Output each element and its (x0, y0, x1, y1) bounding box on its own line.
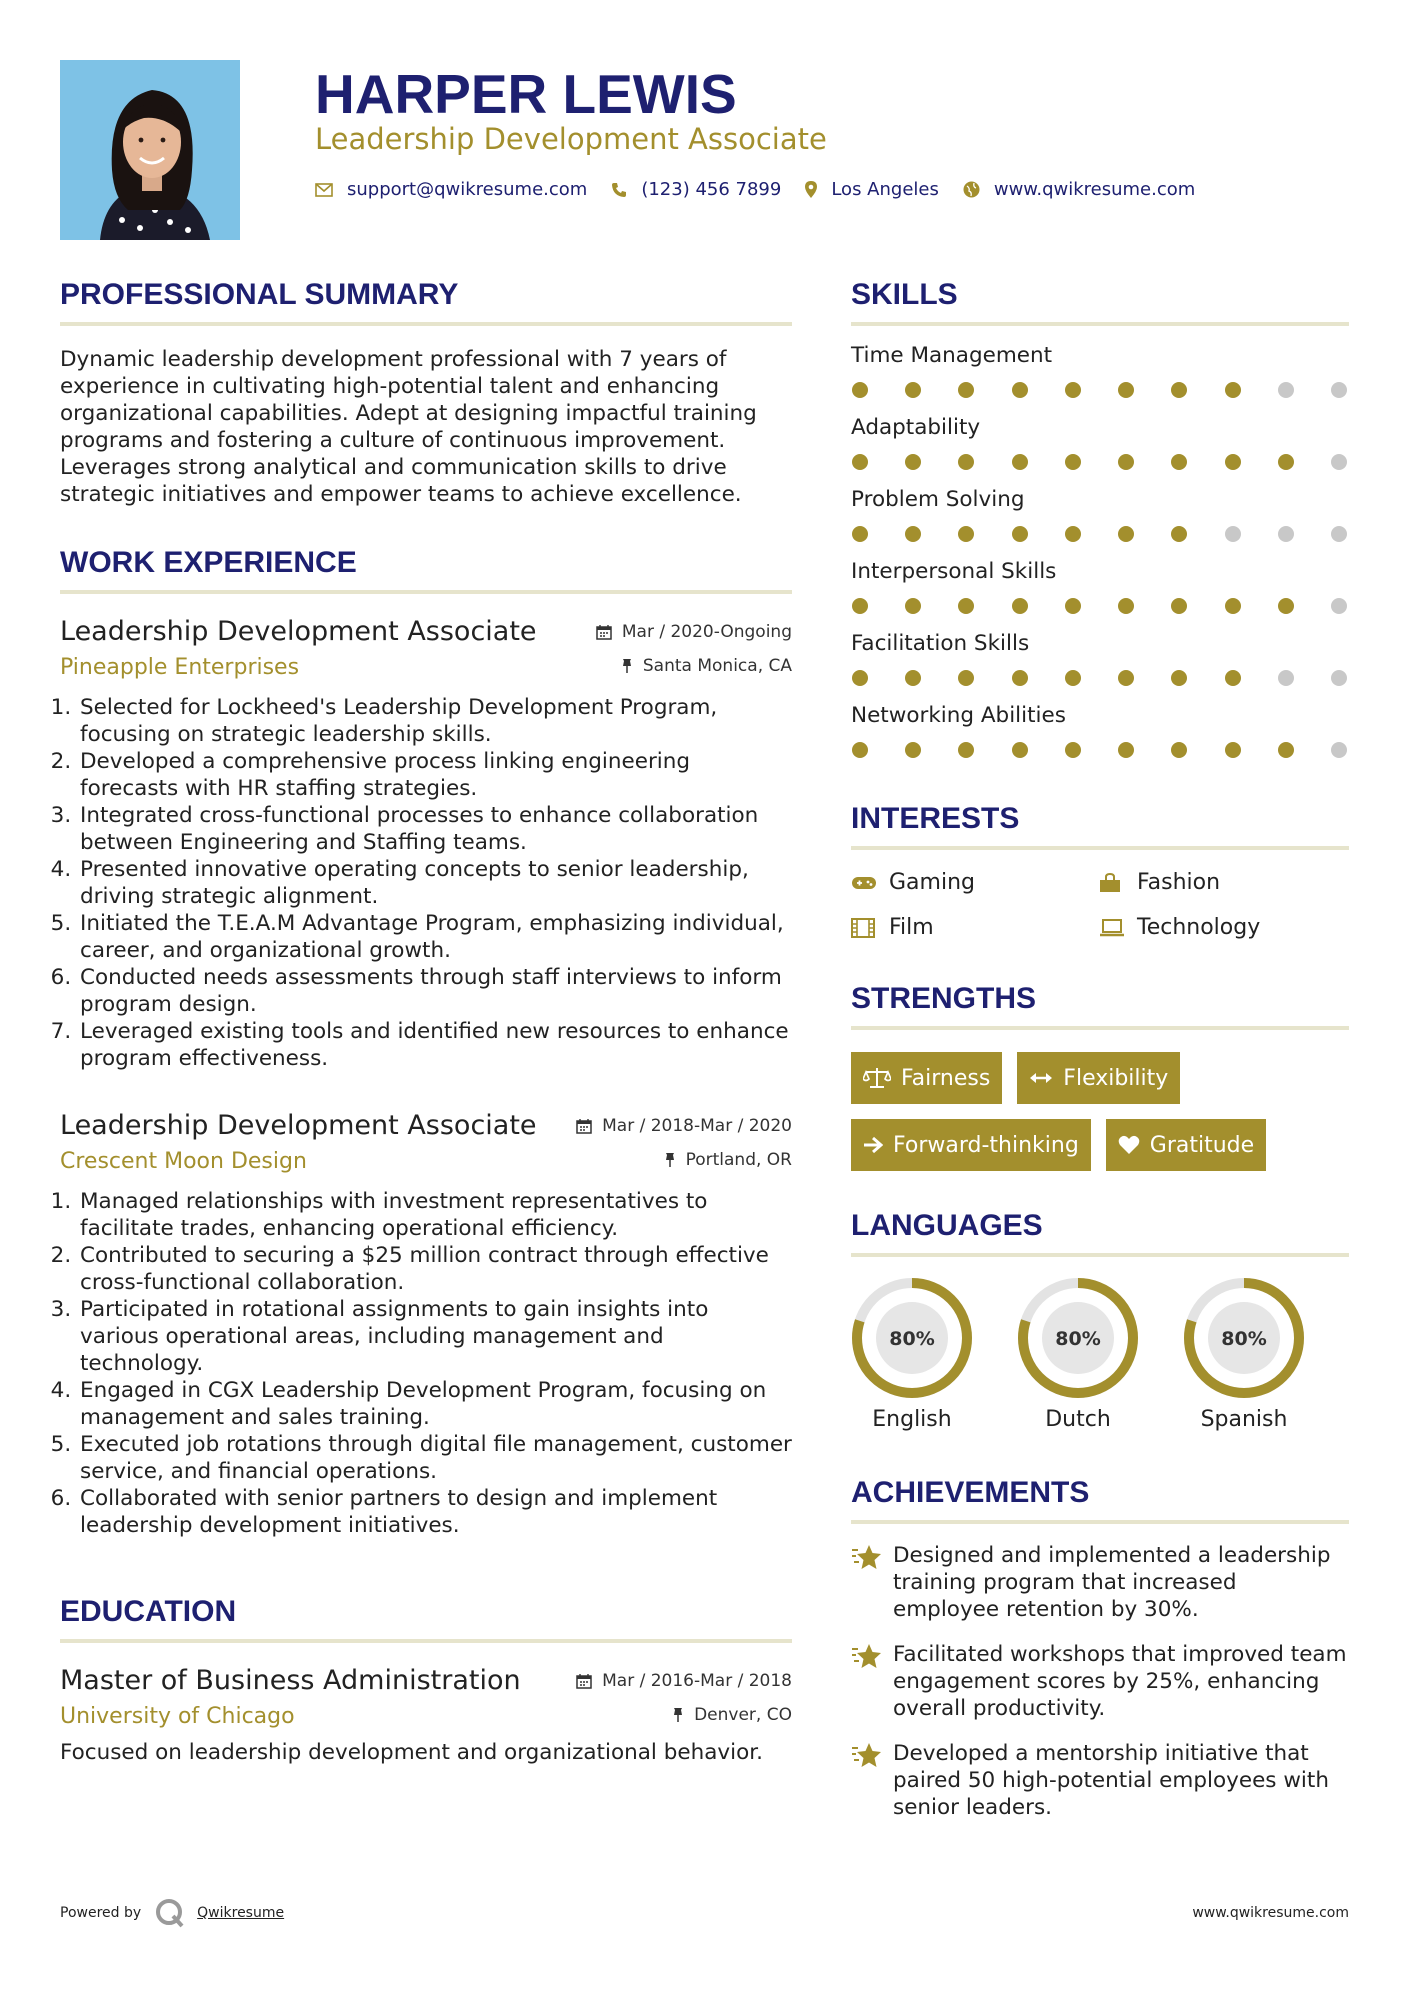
rating-dot-filled (905, 526, 921, 542)
qwikresume-logo-icon (155, 1898, 185, 1928)
footer-website[interactable]: www.qwikresume.com (1192, 1905, 1349, 1921)
education-entry (60, 1665, 792, 1766)
skills-heading: SKILLS (851, 278, 1349, 326)
strengths-heading: STRENGTHS (851, 982, 1349, 1030)
job-entry-2 (60, 1110, 792, 1539)
rating-dot-empty (1331, 382, 1347, 398)
languages-heading: LANGUAGES (851, 1209, 1349, 1257)
arrow-right-icon (863, 1136, 883, 1154)
calendar-icon (576, 1118, 592, 1134)
email-text: support@qwikresume.com (347, 179, 588, 200)
rating-dot-filled (905, 670, 921, 686)
language-name: Spanish (1200, 1407, 1288, 1432)
job-title: Leadership Development Associate (60, 1110, 537, 1141)
rating-dot-filled (852, 670, 868, 686)
candidate-name: HARPER LEWIS (315, 63, 737, 125)
skill-item (851, 343, 1349, 398)
calendar-icon (576, 1673, 592, 1689)
skill-name: Adaptability (851, 415, 981, 440)
language-percent: 80% (1055, 1328, 1101, 1350)
skill-rating (851, 598, 1349, 614)
job-date: Mar / 2020-Ongoing (596, 622, 792, 642)
interest-item: Gaming (851, 870, 1099, 895)
website-text: www.qwikresume.com (993, 179, 1196, 200)
globe-icon (963, 181, 980, 198)
rating-dot-filled (905, 382, 921, 398)
job-title: Leadership Development Associate (60, 616, 537, 647)
heart-icon (1118, 1135, 1140, 1155)
skill-item (851, 559, 1349, 614)
rating-dot-filled (1065, 742, 1081, 758)
rating-dot-empty (1331, 598, 1347, 614)
rating-dot-filled (1171, 598, 1187, 614)
rating-dot-empty (1331, 526, 1347, 542)
contact-location (805, 179, 939, 200)
list-item: 6. Collaborated with senior partners to design and implement leadership development initiatives. (78, 1485, 792, 1539)
work-heading: WORK EXPERIENCE (60, 546, 792, 594)
rating-dot-filled (1171, 670, 1187, 686)
rating-dot-filled (1012, 454, 1028, 470)
rating-dot-filled (1065, 598, 1081, 614)
list-item: 7. Leveraged existing tools and identified new resources to enhance program effectiveness. (78, 1018, 792, 1072)
language-name: English (872, 1407, 952, 1432)
rating-dot-filled (958, 670, 974, 686)
rating-dot-filled (852, 598, 868, 614)
rating-dot-filled (1065, 670, 1081, 686)
rating-dot-filled (852, 382, 868, 398)
list-item: 1. Managed relationships with investment representatives to facilitate trades, enhancing operational efficiency. (78, 1188, 792, 1242)
list-item: 5. Initiated the T.E.A.M Advantage Program, emphasizing individual, career, and organizational growth. (78, 910, 792, 964)
interests-heading: INTERESTS (851, 802, 1349, 850)
skill-name: Facilitation Skills (851, 631, 1030, 656)
contact-bar (315, 179, 1219, 200)
summary-text: Dynamic leadership development professional with 7 years of experience in cultivating high-potential talent and enhancing organizational capabilities. Adept at designing impactful training programs and fostering a culture of continuous improvement. Leverages strong analytical and communication skills to drive strategic initiatives and empower teams to achieve excellence. (60, 347, 757, 507)
rating-dot-filled (905, 742, 921, 758)
skill-rating (851, 670, 1349, 686)
rating-dot-filled (852, 454, 868, 470)
rating-dot-filled (1278, 454, 1294, 470)
interest-item: Technology (1099, 915, 1339, 940)
envelope-icon (315, 183, 333, 197)
job-date: Mar / 2018-Mar / 2020 (576, 1116, 792, 1136)
pushpin-icon (664, 1152, 676, 1168)
rating-dot-empty (1331, 670, 1347, 686)
rating-dot-empty (1278, 670, 1294, 686)
interests-grid (851, 870, 1349, 940)
list-item: 6. Conducted needs assessments through staff interviews to inform program design. (78, 964, 792, 1018)
strength-tag: Fairness (851, 1052, 1002, 1104)
powered-by-text: Powered by (60, 1905, 142, 1921)
phone-text: (123) 456 7899 (641, 179, 782, 200)
skill-name: Problem Solving (851, 487, 1025, 512)
shopping-bag-icon (1099, 873, 1127, 893)
achievement-item: Facilitated workshops that improved team engagement scores by 25%, enhancing overall productivity. (851, 1641, 1349, 1722)
rating-dot-empty (1225, 526, 1241, 542)
rating-dot-filled (1012, 526, 1028, 542)
rating-dot-filled (958, 598, 974, 614)
rating-dot-filled (1118, 454, 1134, 470)
rating-dot-filled (1171, 382, 1187, 398)
achievements-heading: ACHIEVEMENTS (851, 1476, 1349, 1524)
strengths-tags (851, 1052, 1349, 1171)
pushpin-icon (672, 1707, 684, 1723)
rating-dot-filled (1278, 742, 1294, 758)
skills-list (851, 343, 1349, 758)
job-bullets (60, 1188, 792, 1539)
gamepad-icon (851, 875, 879, 891)
skill-rating (851, 742, 1349, 758)
rating-dot-filled (1171, 526, 1187, 542)
skill-item (851, 415, 1349, 470)
list-item: 1. Selected for Lockheed's Leadership Development Program, focusing on strategic leadership skills. (78, 694, 792, 748)
rating-dot-filled (1225, 454, 1241, 470)
skill-name: Time Management (851, 343, 1053, 368)
achievement-item: Developed a mentorship initiative that paired 50 high-potential employees with senior leaders. (851, 1740, 1349, 1821)
strength-tag: Gratitude (1106, 1119, 1266, 1171)
footer-powered-by (60, 1898, 284, 1928)
rating-dot-filled (1012, 670, 1028, 686)
company-name: Crescent Moon Design (60, 1149, 307, 1174)
laptop-icon (1099, 919, 1127, 937)
education-heading: EDUCATION (60, 1595, 792, 1643)
rating-dot-filled (1065, 382, 1081, 398)
rating-dot-filled (1118, 742, 1134, 758)
education-location: Denver, CO (672, 1705, 792, 1725)
strength-tag: Flexibility (1017, 1052, 1180, 1104)
star-icon (851, 1542, 883, 1623)
rating-dot-empty (1331, 742, 1347, 758)
film-icon (851, 918, 879, 938)
rating-dot-filled (1118, 670, 1134, 686)
language-item (1017, 1277, 1183, 1432)
job-entry-1 (60, 616, 792, 1072)
rating-dot-filled (852, 742, 868, 758)
rating-dot-filled (958, 742, 974, 758)
left-column (60, 278, 792, 1766)
rating-dot-filled (1171, 454, 1187, 470)
language-name: Dutch (1045, 1407, 1111, 1432)
rating-dot-filled (1171, 742, 1187, 758)
skill-rating (851, 454, 1349, 470)
rating-dot-empty (1278, 526, 1294, 542)
list-item: 4. Presented innovative operating concepts to senior leadership, driving strategic alignment. (78, 856, 792, 910)
rating-dot-filled (1012, 598, 1028, 614)
rating-dot-empty (1278, 382, 1294, 398)
contact-phone[interactable] (611, 179, 781, 200)
job-bullets (60, 694, 792, 1072)
rating-dot-filled (905, 454, 921, 470)
list-item: 3. Participated in rotational assignments to gain insights into various operational areas, including management and technology. (78, 1296, 792, 1377)
education-date: Mar / 2016-Mar / 2018 (576, 1671, 792, 1691)
list-item: 2. Developed a comprehensive process linking engineering forecasts with HR staffing strategies. (78, 748, 792, 802)
calendar-icon (596, 624, 612, 640)
candidate-title: Leadership Development Associate (315, 122, 827, 156)
profile-photo (60, 60, 240, 240)
summary-heading: PROFESSIONAL SUMMARY (60, 278, 792, 326)
contact-website[interactable] (963, 179, 1195, 200)
skill-item (851, 487, 1349, 542)
rating-dot-filled (1118, 382, 1134, 398)
job-location: Santa Monica, CA (621, 656, 792, 676)
rating-dot-filled (852, 526, 868, 542)
right-column (851, 278, 1349, 1821)
list-item: 3. Integrated cross-functional processes to enhance collaboration between Engineering and Staffing teams. (78, 802, 792, 856)
rating-dot-filled (1225, 742, 1241, 758)
achievement-item: Designed and implemented a leadership training program that increased employee retention by 30%. (851, 1542, 1349, 1623)
rating-dot-filled (958, 526, 974, 542)
school-name: University of Chicago (60, 1704, 295, 1729)
rating-dot-filled (1065, 526, 1081, 542)
skill-name: Networking Abilities (851, 703, 1066, 728)
qwikresume-link[interactable]: Qwikresume (197, 1905, 285, 1921)
rating-dot-filled (1278, 598, 1294, 614)
rating-dot-filled (905, 598, 921, 614)
education-description: Focused on leadership development and organizational behavior. (60, 1740, 763, 1765)
rating-dot-filled (958, 454, 974, 470)
skill-rating (851, 526, 1349, 542)
rating-dot-filled (1065, 454, 1081, 470)
interest-item: Fashion (1099, 870, 1339, 895)
skill-rating (851, 382, 1349, 398)
degree-title: Master of Business Administration (60, 1665, 521, 1696)
language-item (851, 1277, 1017, 1432)
phone-icon (611, 182, 627, 198)
languages-list (851, 1277, 1349, 1432)
list-item: 5. Executed job rotations through digital file management, customer service, and financial operations. (78, 1431, 792, 1485)
rating-dot-filled (1012, 382, 1028, 398)
strength-tag: Forward-thinking (851, 1119, 1091, 1171)
language-progress-ring (851, 1277, 973, 1399)
language-progress-ring (1017, 1277, 1139, 1399)
arrows-horizontal-icon (1029, 1071, 1053, 1085)
map-marker-icon (805, 181, 817, 198)
rating-dot-filled (1225, 382, 1241, 398)
language-progress-ring (1183, 1277, 1305, 1399)
rating-dot-filled (958, 382, 974, 398)
star-icon (851, 1740, 883, 1821)
rating-dot-filled (1225, 598, 1241, 614)
contact-email[interactable] (315, 179, 587, 200)
rating-dot-filled (1118, 526, 1134, 542)
skill-item (851, 703, 1349, 758)
pushpin-icon (621, 658, 633, 674)
skill-item (851, 631, 1349, 686)
achievements-list (851, 1542, 1349, 1821)
list-item: 2. Contributed to securing a $25 million contract through effective cross-functional collaboration. (78, 1242, 792, 1296)
language-item (1183, 1277, 1349, 1432)
star-icon (851, 1641, 883, 1722)
rating-dot-filled (1118, 598, 1134, 614)
language-percent: 80% (1221, 1328, 1267, 1350)
company-name: Pineapple Enterprises (60, 655, 300, 680)
language-percent: 80% (889, 1328, 935, 1350)
rating-dot-filled (1012, 742, 1028, 758)
balance-scale-icon (863, 1067, 891, 1089)
skill-name: Interpersonal Skills (851, 559, 1057, 584)
rating-dot-empty (1331, 454, 1347, 470)
list-item: 4. Engaged in CGX Leadership Development Program, focusing on management and sales training. (78, 1377, 792, 1431)
location-text: Los Angeles (831, 179, 939, 200)
rating-dot-filled (1225, 670, 1241, 686)
interest-item: Film (851, 915, 1099, 940)
job-location: Portland, OR (664, 1150, 792, 1170)
